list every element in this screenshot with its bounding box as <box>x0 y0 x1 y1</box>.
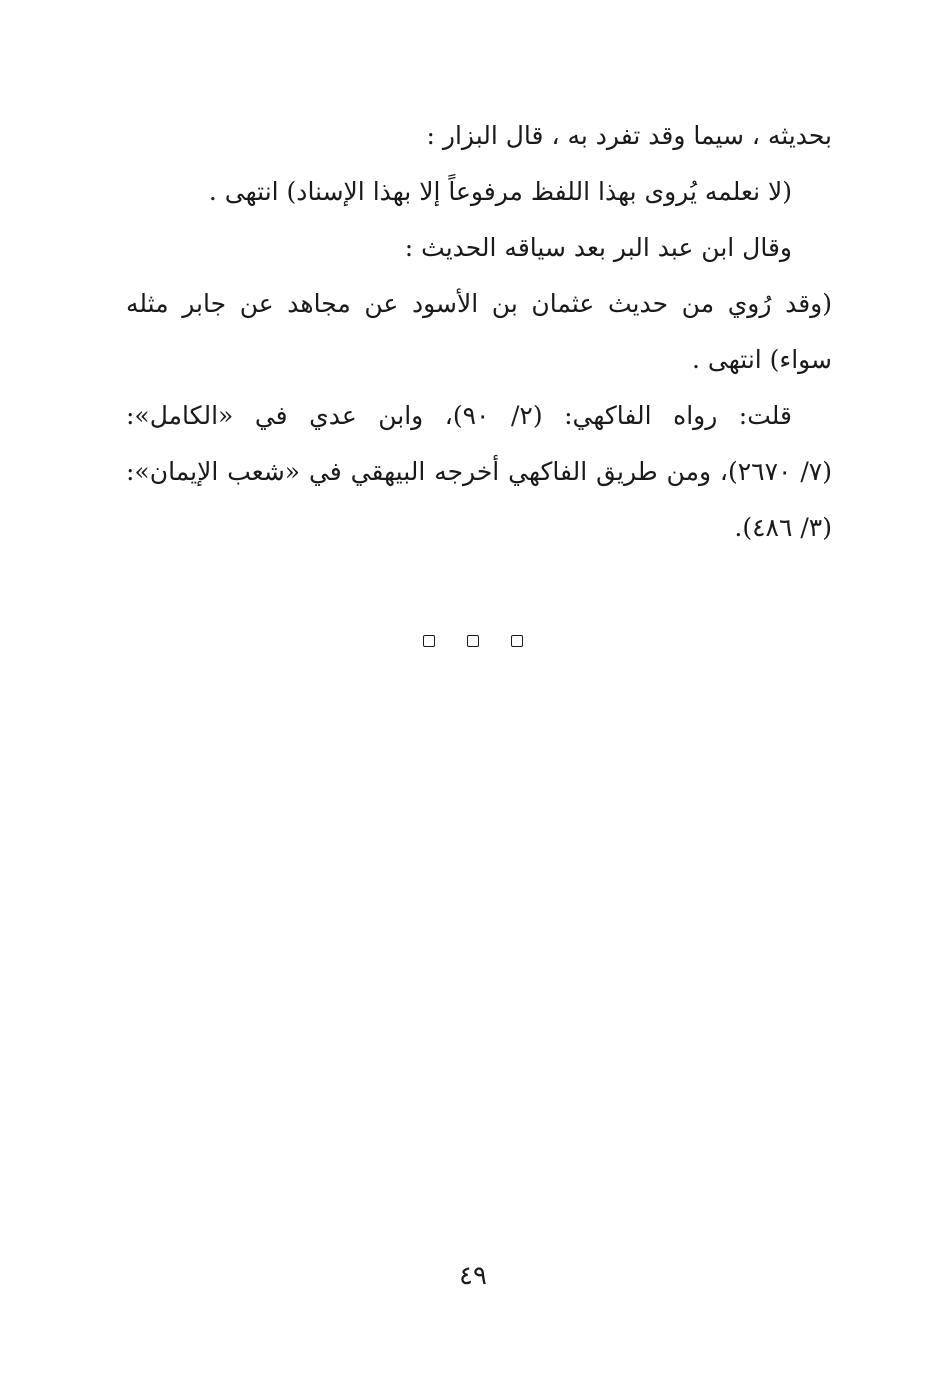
text-line-ibn-abd-al-barr: وقال ابن عبد البر بعد سياقه الحديث : <box>404 233 792 262</box>
divider-square-icon <box>511 635 523 647</box>
page-number: ٤٩ <box>459 1261 487 1291</box>
body-text <box>126 108 832 556</box>
citation-line-3: (٣/ ٤٨٦). <box>734 513 832 542</box>
citation-line-1: قلت: رواه الفاكهي: (٢/ ٩٠)، وابن عدي في «الكامل»: <box>126 401 793 430</box>
divider-square-icon <box>467 635 479 647</box>
quote-line-1: (وقد رُوي من حديث عثمان بن الأسود عن مجاهد عن جابر مثله <box>126 289 832 318</box>
quote-line-bazzar: (لا نعلمه يُروى بهذا اللفظ مرفوعاً إلا بهذا الإسناد) انتهى . <box>208 177 792 206</box>
text-line-1: بحديثه ، سيما وقد تفرد به ، قال البزار : <box>426 121 832 150</box>
citation-line-2: (٧/ ٢٦٧٠)، ومن طريق الفاكهي أخرجه البيهقي في «شعب الإيمان»: <box>126 457 832 486</box>
divider-square-icon <box>423 635 435 647</box>
quote-line-2: سواء) انتهى . <box>692 345 832 374</box>
section-divider <box>0 631 946 651</box>
